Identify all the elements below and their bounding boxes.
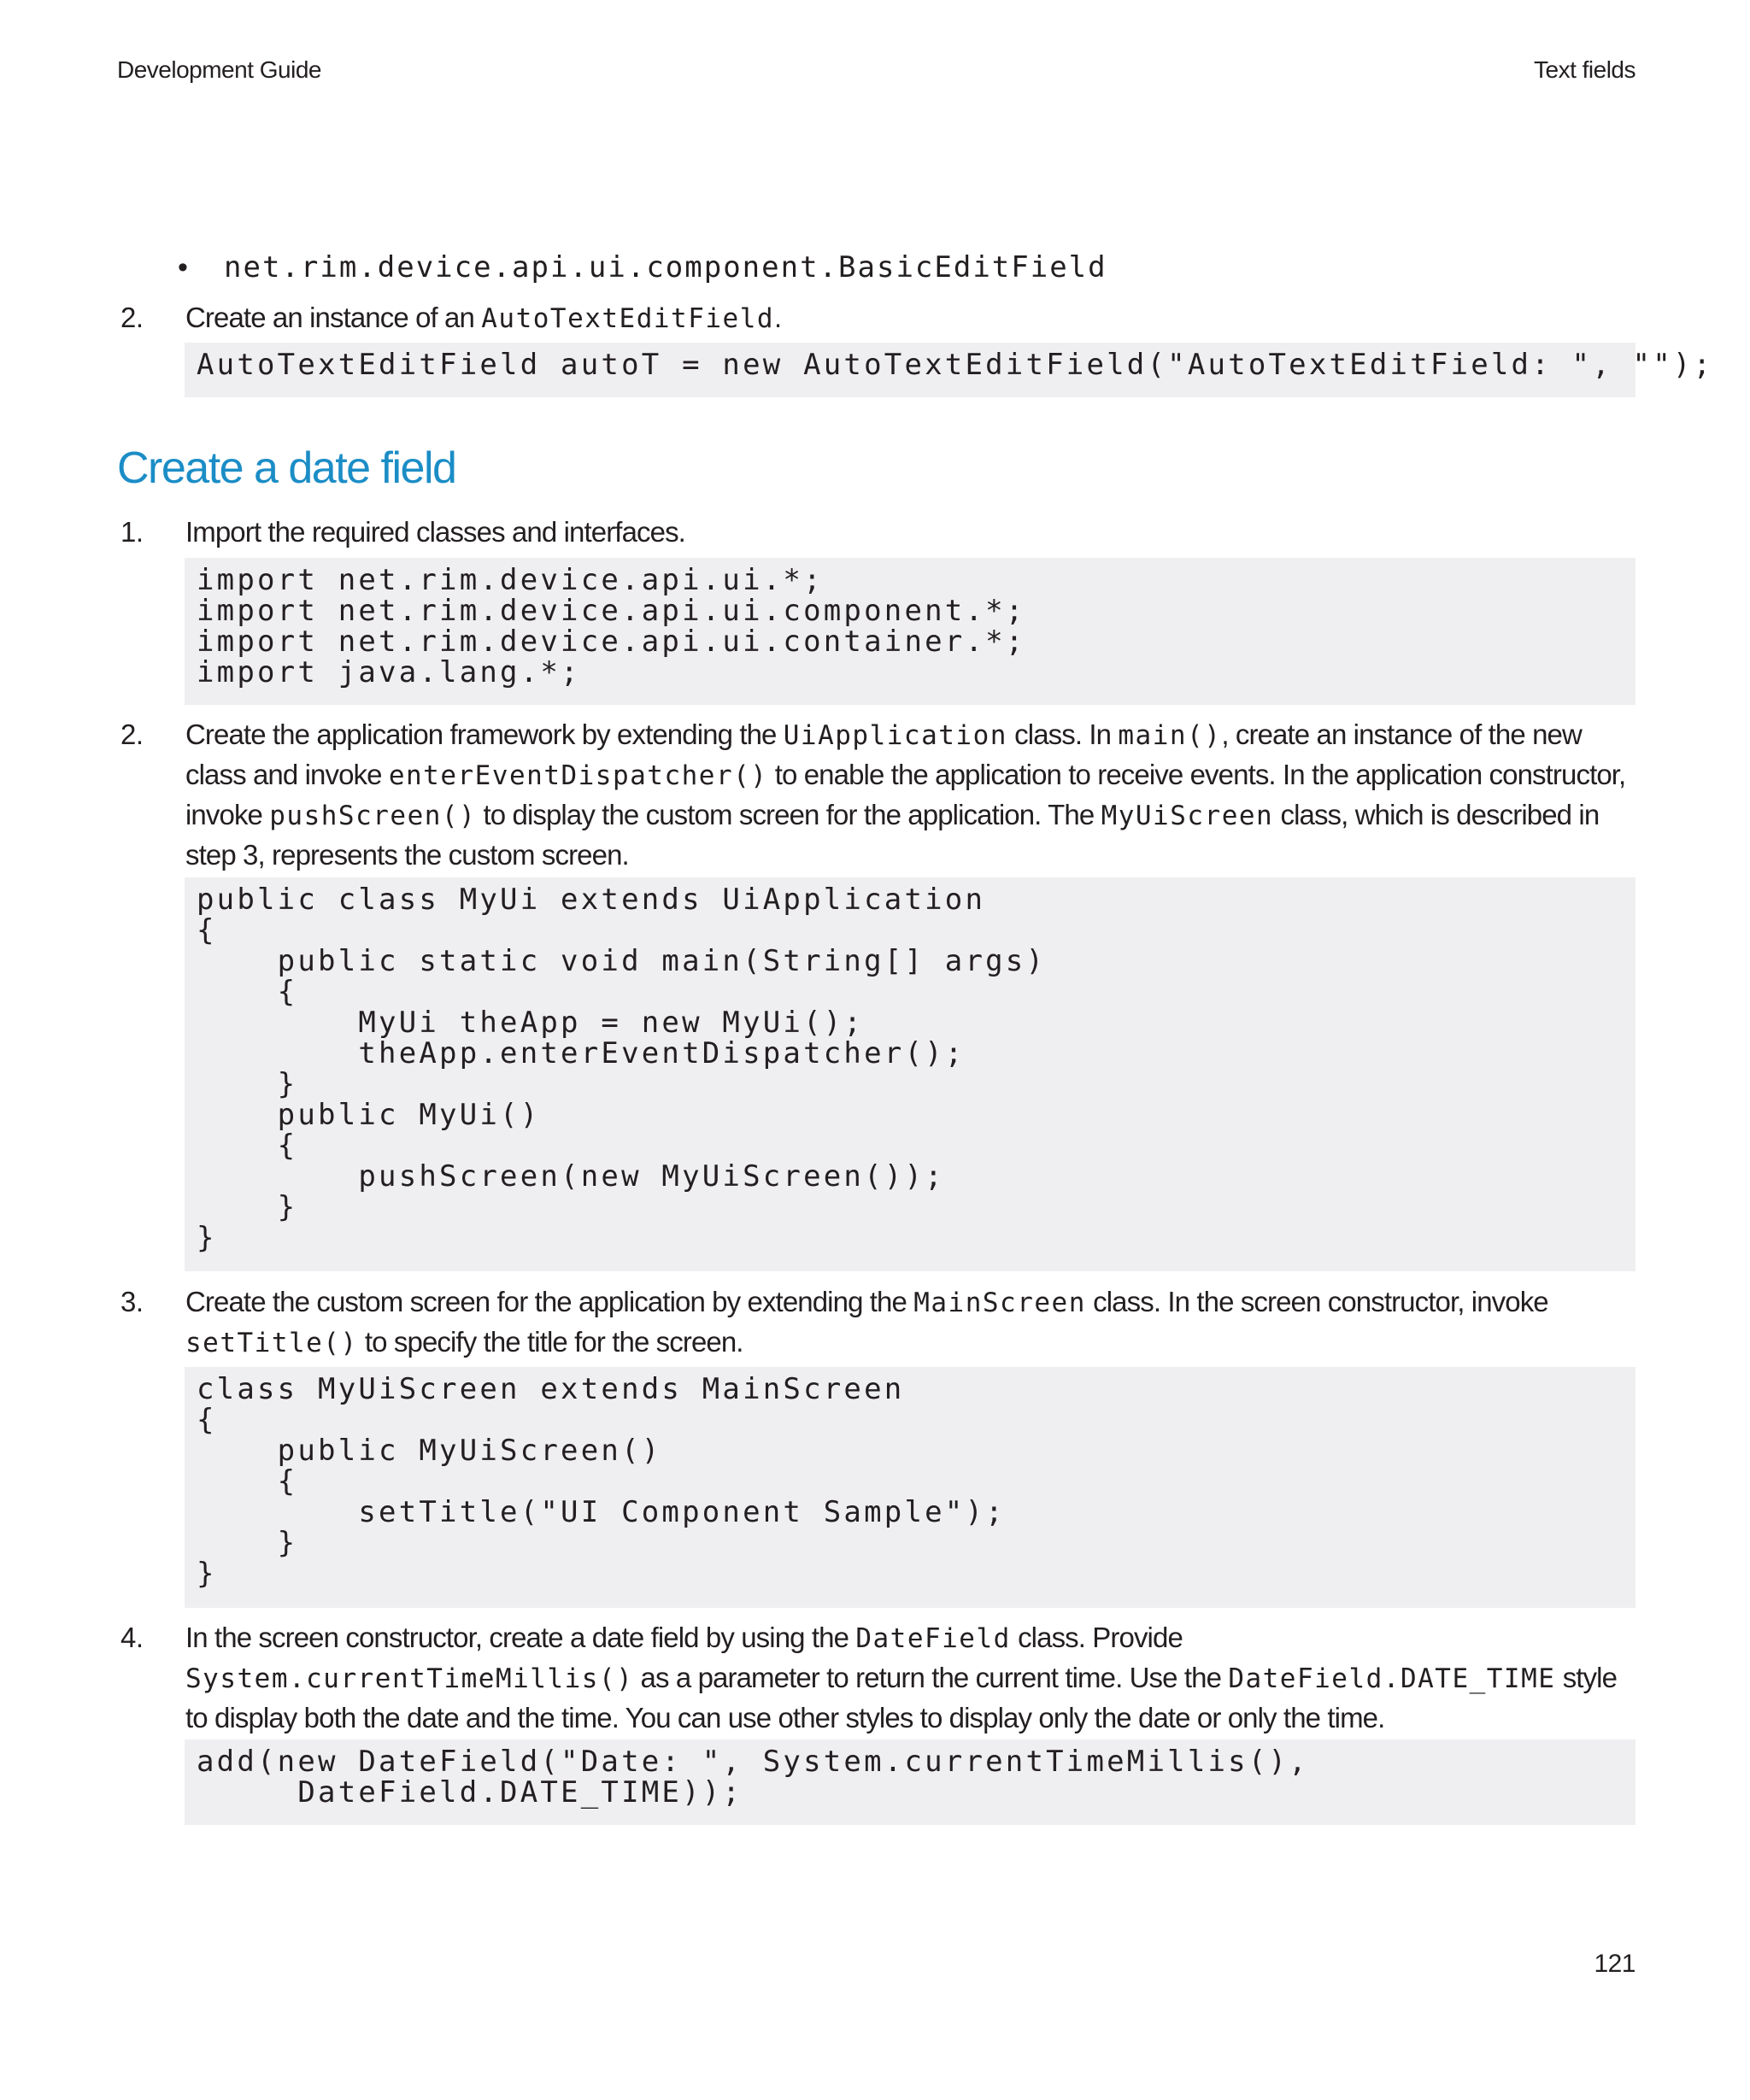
code-block-application — [185, 877, 1635, 1271]
step-autotext — [117, 298, 1635, 338]
inline-code: System.currentTimeMillis() — [185, 1663, 634, 1694]
step-text-segment: to specify the title for the screen. — [357, 1326, 743, 1358]
step-1 — [117, 513, 1635, 552]
step-text-segment: style to display both the date and the time. You can use other styles to display only the date or only the time. — [185, 1662, 1618, 1733]
code-listing: import net.rim.device.api.ui.*; import net.rim.device.api.ui.component.*; import net.rim.device.api.ui.container.*; import java.lang.*; — [197, 563, 1026, 689]
step-text — [185, 715, 1635, 875]
inline-code: DateField.DATE_TIME — [1228, 1663, 1556, 1694]
code-block-imports — [185, 558, 1635, 705]
step-2 — [117, 715, 1635, 875]
step-text: Import the required classes and interfaces. — [185, 516, 685, 548]
step-3 — [117, 1282, 1635, 1363]
step-number: 4. — [120, 1622, 144, 1653]
code-listing: AutoTextEditField autoT = new AutoTextEditField("AutoTextEditField: ", ""); — [197, 348, 1714, 382]
step-text-segment: Create the custom screen for the application by extending the — [185, 1286, 914, 1317]
step-text-segment: class. In the screen constructor, invoke — [1085, 1286, 1548, 1317]
code-listing: public class MyUi extends UiApplication { public static void main(String[] args) { MyUi theApp = new MyUi(); theApp.enterEventDispatcher(); } public MyUi() { pushScreen(new MyUiScreen()); } } — [197, 883, 1047, 1255]
step-text-segment: to enable the application to receive events. In the application constructor, invoke — [185, 759, 1626, 830]
bullet-item-text: net.rim.device.api.ui.component.BasicEditField — [224, 250, 1107, 284]
code-listing: add(new DateField("Date: ", System.currentTimeMillis(), DateField.DATE_TIME)); — [197, 1745, 1309, 1810]
section-title: Create a date field — [117, 443, 456, 493]
step-text-segment: class, which is described in step 3, represents the custom screen. — [185, 799, 1600, 871]
inline-code: enterEventDispatcher() — [388, 760, 768, 791]
bullet-marker: • — [178, 251, 188, 284]
step-text-segment: class. In — [1007, 719, 1119, 750]
step-number: 2. — [120, 719, 144, 750]
step-text-segment: to display the custom screen for the application. The — [476, 799, 1101, 830]
inline-code: UiApplication — [783, 720, 1007, 751]
step-text — [185, 298, 1635, 338]
inline-code: AutoTextEditField — [481, 303, 775, 334]
running-header-left: Development Guide — [117, 56, 321, 83]
step-text-segment: Create an instance of an — [185, 302, 482, 333]
inline-code: DateField — [855, 1623, 1011, 1654]
code-listing: class MyUiScreen extends MainScreen { public MyUiScreen() { setTitle("UI Component Sample"); } } — [197, 1372, 1006, 1591]
inline-code: setTitle() — [185, 1328, 358, 1358]
step-text-segment: as a parameter to return the current time. Use the — [633, 1662, 1229, 1693]
step-text-segment: In the screen constructor, create a date field by using the — [185, 1622, 856, 1653]
step-number: 1. — [120, 516, 144, 548]
code-block-autotext — [185, 343, 1714, 397]
step-4 — [117, 1618, 1635, 1738]
running-header-right: Text fields — [1534, 56, 1635, 83]
step-text-segment: Create the application framework by extending the — [185, 719, 784, 750]
step-number: 3. — [120, 1286, 144, 1317]
step-text-segment: class. Provide — [1010, 1622, 1183, 1653]
step-text — [185, 1618, 1635, 1738]
inline-code: main() — [1118, 720, 1222, 751]
step-number: 2. — [120, 302, 144, 333]
inline-code: MainScreen — [913, 1288, 1086, 1318]
bullet-list-item — [178, 248, 1107, 287]
code-block-datefield — [185, 1739, 1635, 1825]
inline-code: MyUiScreen — [1101, 801, 1274, 831]
step-text-segment: , create an instance of the new class and invoke — [185, 719, 1582, 790]
step-text-segment: . — [774, 302, 782, 333]
step-text — [185, 1282, 1635, 1363]
code-block-screen — [185, 1367, 1635, 1608]
inline-code: pushScreen() — [269, 801, 477, 831]
page-number: 121 — [1594, 1950, 1635, 1978]
